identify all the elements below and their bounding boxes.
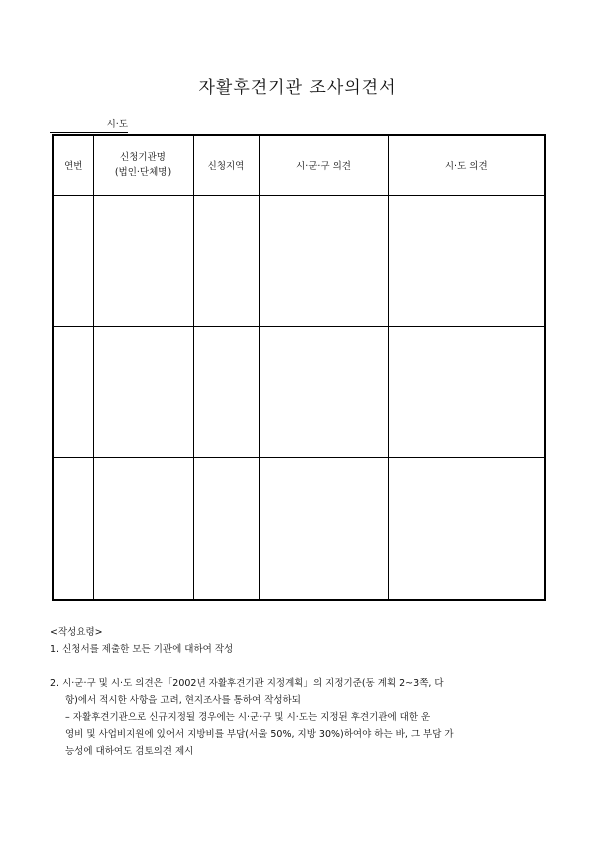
cell-sigungu-opinion[interactable] — [259, 195, 388, 326]
table-header-row — [53, 135, 545, 195]
guide-item-1: 1. 신청서를 제출한 모든 기관에 대하여 작성 — [50, 644, 234, 655]
table-row — [53, 457, 545, 600]
header-region: 신청지역 — [193, 135, 259, 195]
guide-heading: <작성요령> — [50, 627, 103, 638]
header-org-name-line2: (법인·단체명) — [114, 167, 172, 179]
cell-sigungu-opinion[interactable] — [259, 326, 388, 457]
cell-org-name[interactable] — [93, 326, 193, 457]
cell-sido-opinion[interactable] — [388, 326, 545, 457]
cell-region[interactable] — [193, 457, 259, 600]
guide-item-2-line-4: 영비 및 사업비지원에 있어서 지방비를 부담(서울 50%, 지방 30%)하여야 하는 바, 그 부담 가 — [65, 729, 454, 740]
opinion-table — [52, 134, 546, 601]
header-sido-opinion: 시·도 의견 — [388, 135, 545, 195]
guide-item-2-line-1: 2. 시·군·구 및 시·도 의견은「2002년 자활후견기관 지정계획」의 지정기준(동 계획 2~3쪽, 다 — [50, 678, 444, 689]
cell-number[interactable] — [53, 195, 93, 326]
table-row — [53, 326, 545, 457]
guide-item-2-line-3: – 자활후견기관으로 신규지정될 경우에는 시·군·구 및 시·도는 지정된 후견기관에 대한 운 — [65, 712, 431, 723]
document-title: 자활후견기관 조사의견서 — [198, 78, 397, 98]
header-org-name-line1: 신청기관명 — [120, 152, 166, 164]
guide-item-2-line-5: 능성에 대하여도 검토의견 제시 — [65, 746, 194, 757]
header-org-name — [93, 135, 193, 195]
header-number: 연번 — [53, 135, 93, 195]
cell-org-name[interactable] — [93, 457, 193, 600]
writing-guide — [50, 624, 550, 760]
cell-org-name[interactable] — [93, 195, 193, 326]
table-row — [53, 195, 545, 326]
guide-item-2-line-2: 항)에서 적시한 사항을 고려, 현지조사를 통하여 작성하되 — [65, 695, 301, 706]
cell-sigungu-opinion[interactable] — [259, 457, 388, 600]
cell-sido-opinion[interactable] — [388, 195, 545, 326]
cell-region[interactable] — [193, 195, 259, 326]
header-sigungu-opinion: 시·군·구 의견 — [259, 135, 388, 195]
cell-number[interactable] — [53, 457, 93, 600]
region-label: 시·도 — [50, 118, 128, 133]
cell-region[interactable] — [193, 326, 259, 457]
cell-sido-opinion[interactable] — [388, 457, 545, 600]
cell-number[interactable] — [53, 326, 93, 457]
